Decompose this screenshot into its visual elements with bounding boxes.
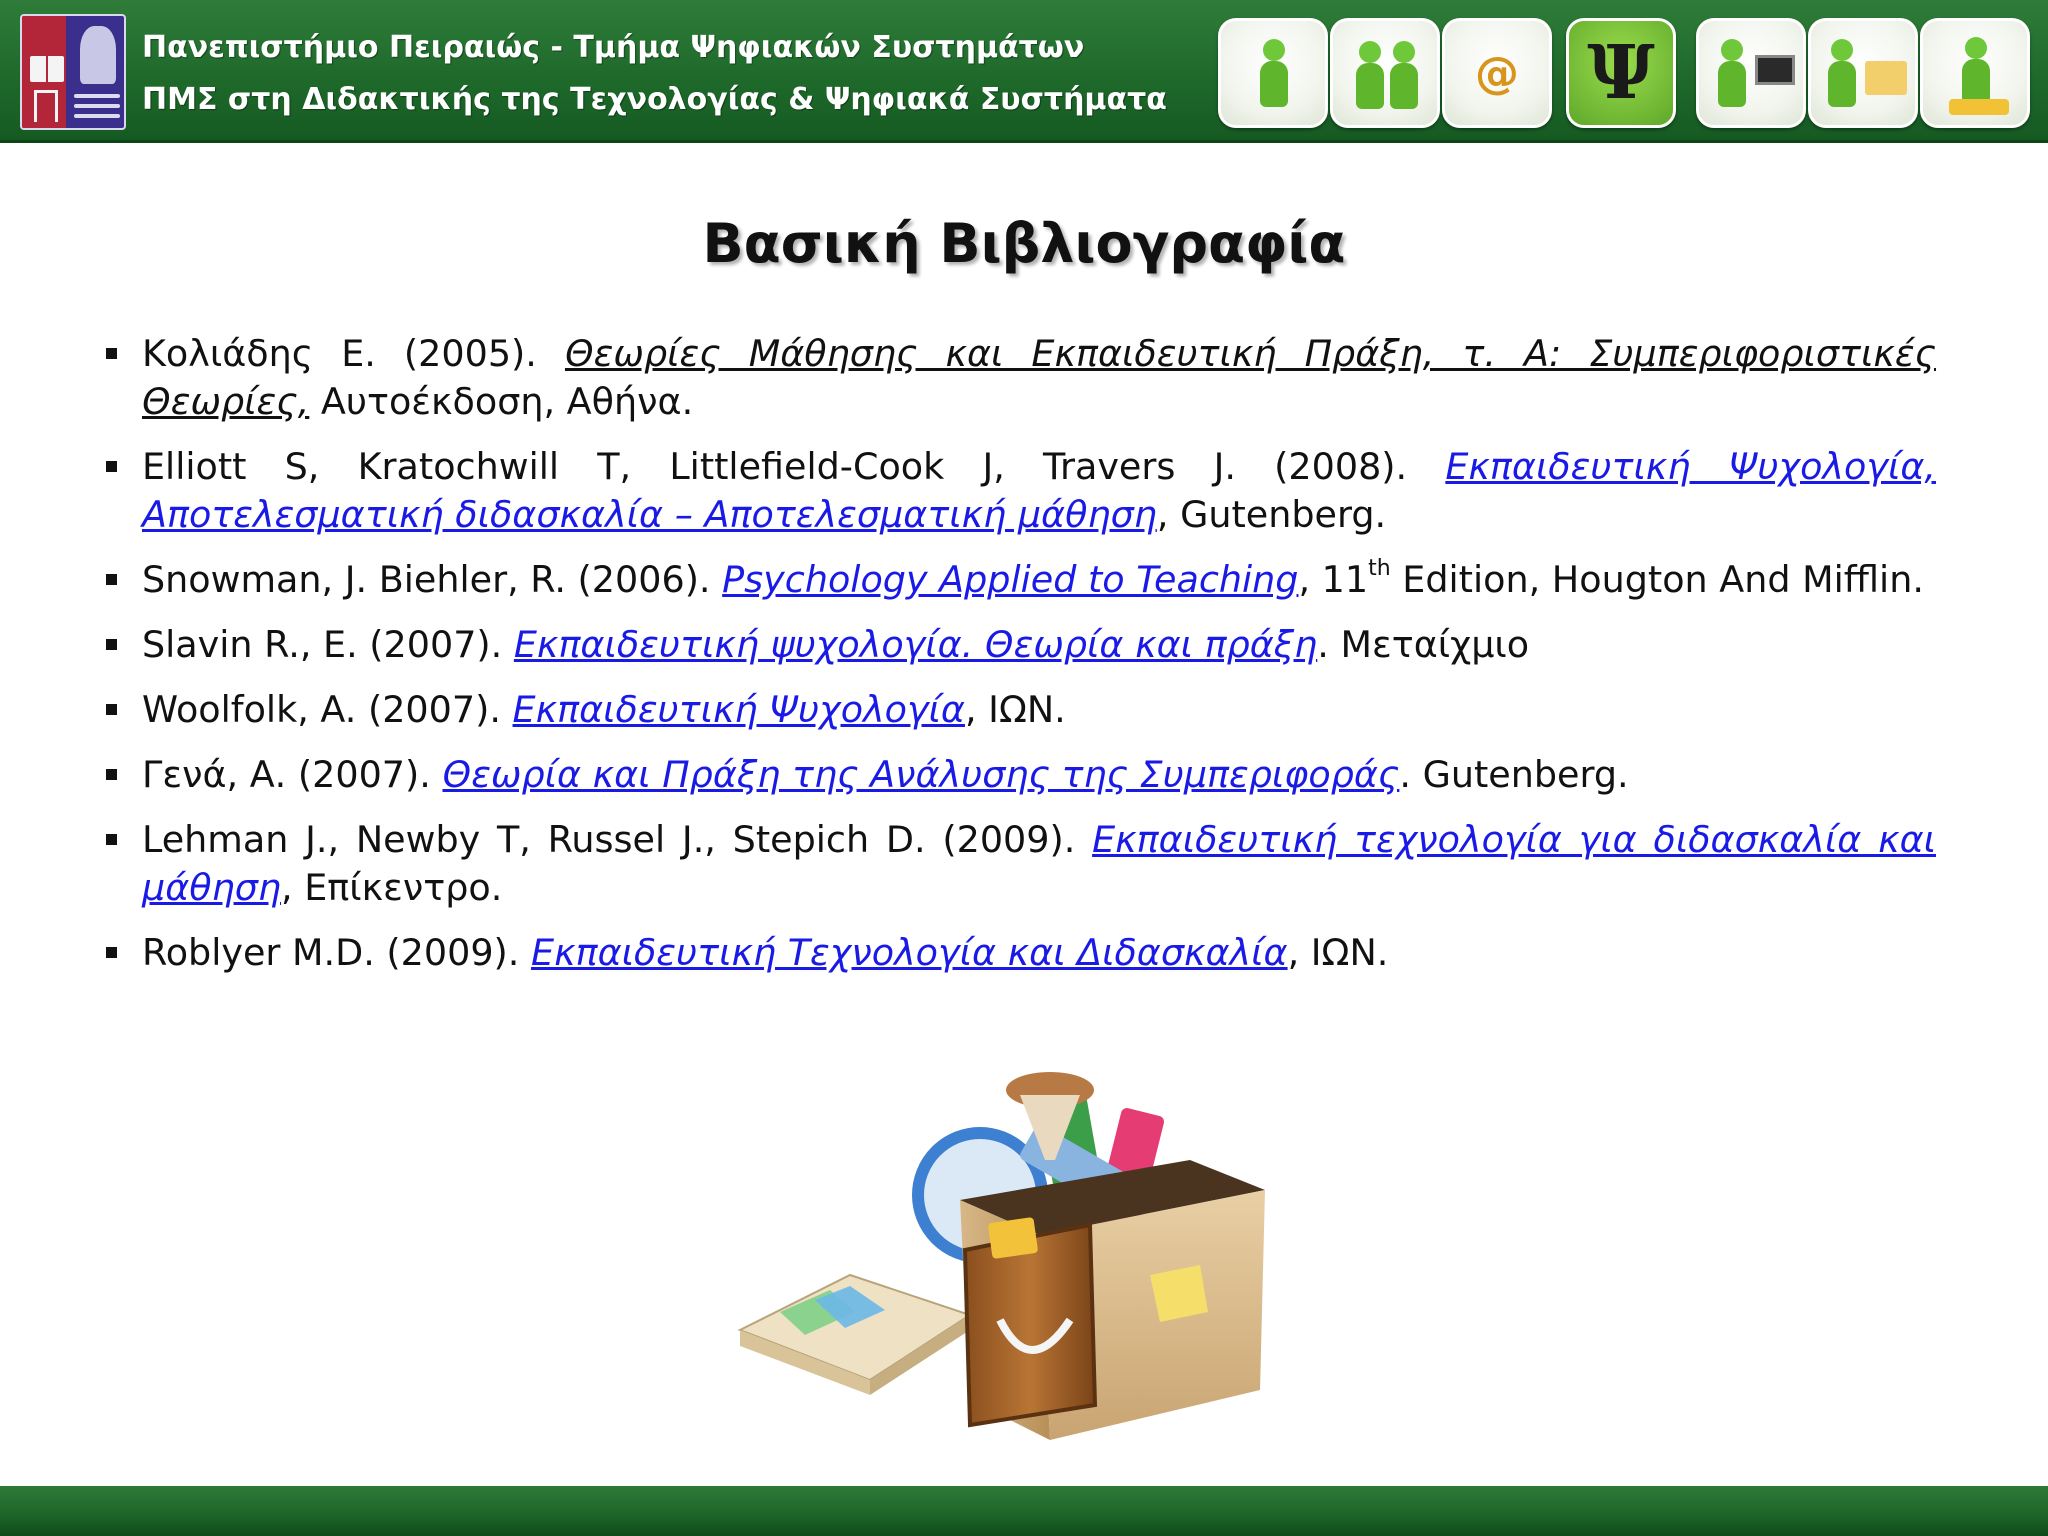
list-item <box>100 686 1936 734</box>
reference-author: Roblyer M.D. (2009). <box>142 931 532 974</box>
reference-author: Slavin R., E. (2007). <box>142 623 514 666</box>
reference-author: Elliott S, Kratochwill T, Littlefield-Cook J, Travers J. (2008). <box>142 445 1446 488</box>
reference-publisher: , Επίκεντρο. <box>281 866 503 909</box>
list-item <box>100 929 1936 977</box>
reference-link[interactable]: Εκπαιδευτική Ψυχολογία <box>512 688 965 731</box>
reference-publisher: . Gutenberg. <box>1399 753 1629 796</box>
edition-suffix: th <box>1368 555 1391 581</box>
header-bar <box>0 0 2048 143</box>
psi-head-icon <box>1566 18 1676 128</box>
reference-publisher: , Gutenberg. <box>1156 493 1387 536</box>
list-item <box>100 330 1936 426</box>
reference-link[interactable]: Εκπαιδευτική Ψυχολογία, Αποτελεσματική διδασκαλία – Αποτελεσματική μάθηση <box>142 445 1936 536</box>
university-logo-icon <box>20 14 126 130</box>
reference-publisher: Edition, Hougton And Mifflin. <box>1390 558 1924 601</box>
figure-listening-icon <box>1218 18 1328 128</box>
list-item <box>100 751 1936 799</box>
reference-author: Snowman, J. Biehler, R. (2006). <box>142 558 723 601</box>
figures-reading-icon <box>1330 18 1440 128</box>
figure-puzzle-icon <box>1920 18 2030 128</box>
list-item <box>100 443 1936 539</box>
reference-link[interactable]: Εκπαιδευτική ψυχολογία. Θεωρία και πράξη <box>513 623 1318 666</box>
reference-link[interactable]: Psychology Applied to Teaching <box>722 558 1299 601</box>
box-of-books-icon <box>720 1050 1320 1450</box>
page-title: Βασική Βιβλιογραφία <box>702 212 1346 275</box>
reference-publisher: , ΙΩΝ. <box>964 688 1066 731</box>
bibliography-list <box>100 330 1936 994</box>
reference-publisher: Αυτοέκδοση, Αθήνα. <box>309 380 694 423</box>
reference-author: Γενά, Α. (2007). <box>142 753 443 796</box>
reference-link[interactable]: Εκπαιδευτική Τεχνολογία και Διδασκαλία <box>531 931 1288 974</box>
reference-publisher: , ΙΩΝ. <box>1287 931 1389 974</box>
reference-link[interactable]: Θεωρία και Πράξη της Ανάλυσης της Συμπεριφοράς <box>442 753 1400 796</box>
list-item <box>100 621 1936 669</box>
reference-edition: , 11 <box>1298 558 1369 601</box>
at-symbol: @ <box>1475 47 1519 99</box>
header-program: ΠΜΣ στη Διδακτικής της Τεχνολογίας & Ψηφιακά Συστήματα <box>142 82 1167 117</box>
header-university: Πανεπιστήμιο Πειραιώς - Τμήμα Ψηφιακών Συστημάτων <box>142 30 1085 65</box>
reference-author: Κολιάδης Ε. (2005). <box>142 332 565 375</box>
reference-author: Woolfolk, A. (2007). <box>142 688 513 731</box>
reference-author: Lehman J., Newby T, Russel J., Stepich D. (2009). <box>142 818 1093 861</box>
reference-link[interactable]: Εκπαιδευτική τεχνολογία για διδασκαλία και μάθηση <box>142 818 1936 909</box>
figure-email-icon <box>1442 18 1552 128</box>
list-item <box>100 816 1936 912</box>
psi-symbol: Ψ <box>1587 30 1655 116</box>
list-item <box>100 556 1936 604</box>
footer-bar <box>0 1486 2048 1536</box>
figure-laptop-icon <box>1696 18 1806 128</box>
reference-publisher: . Μεταίχμιο <box>1317 623 1530 666</box>
reference-title: Θεωρίες Μάθησης και Εκπαιδευτική Πράξη, τ. Α: Συμπεριφοριστικές Θεωρίες, <box>142 332 1937 423</box>
figure-folder-icon <box>1808 18 1918 128</box>
